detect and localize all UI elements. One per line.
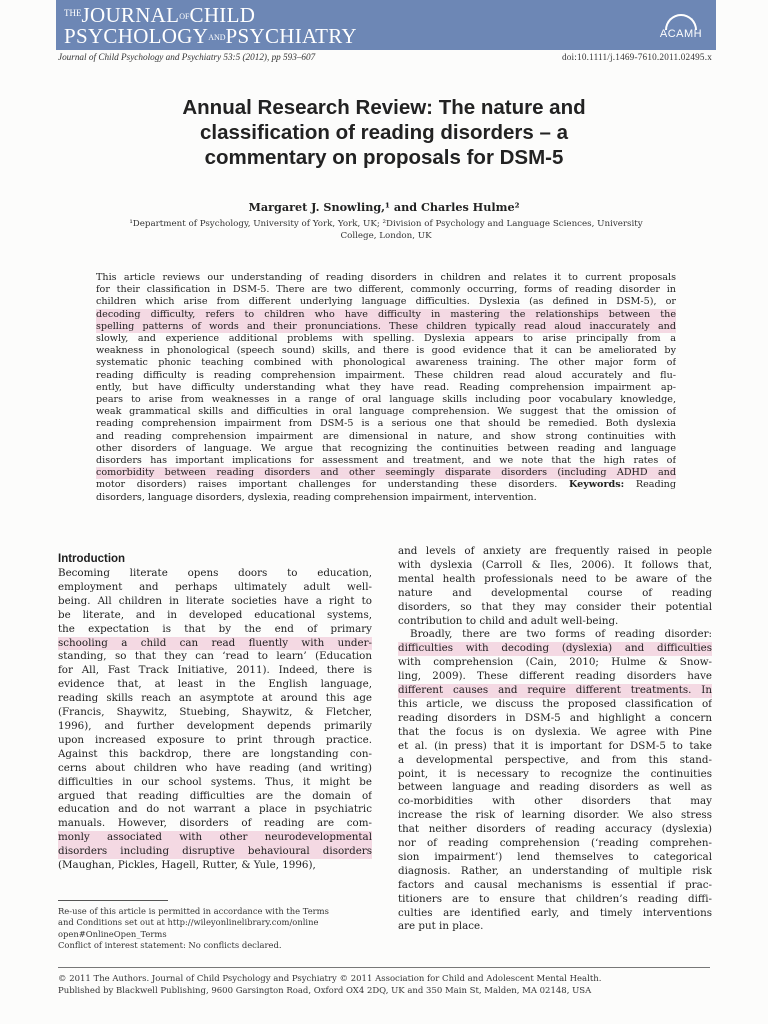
body-line: be literate, and in developed educational systems, xyxy=(58,608,372,621)
body-line: nature and developmental course of reading xyxy=(398,586,712,599)
abstract-line: spelling patterns of words and their pronunciations. These children typically read aloud inaccurately and xyxy=(96,320,676,332)
body-line: et al. (in press) that it is important for DSM-5 to take xyxy=(398,739,712,752)
abstract xyxy=(96,272,676,504)
section-heading-introduction: Introduction xyxy=(58,553,126,565)
copyright: © 2011 The Authors. Journal of Child Psychology and Psychiatry © 2011 Association for Child and Adolescent Mental Health. Published by Blackwell Publishing, 9600 Garsington Road, Oxford OX4 2DQ, UK and 350 Main St, Malden, MA 02148, USA xyxy=(58,974,602,996)
body-line: and levels of anxiety are frequently raised in people xyxy=(398,545,712,557)
body-line: Broadly, there are two forms of reading disorder: xyxy=(410,628,712,641)
body-line: standing, so that they can ‘read to learn’ (Education xyxy=(58,650,372,663)
abstract-line: slowly, and experience additional problems with spelling. Dyslexia appears to arise principally from a xyxy=(96,333,676,345)
abstract-line: disorders, language disorders, dyslexia, reading comprehension impairment, intervention. xyxy=(96,491,537,503)
footnote-link[interactable]: open#OnlineOpen_Terms xyxy=(58,928,167,939)
abstract-line: This article reviews our understanding of reading disorders in children and relates it to current proposals xyxy=(96,272,676,283)
doi: doi:10.1111/j.1469-7610.2011.02495.x xyxy=(561,52,712,62)
conflict-statement: Conflict of interest statement: No conflicts declared. xyxy=(58,940,282,951)
abstract-line: weak grammatical skills and difficulties in oral language comprehension. We suggest that the omission of xyxy=(96,406,676,418)
body-line: disorders, so that they may consider their potential xyxy=(398,600,712,613)
body-line: cerns about children who have reading (and writing) xyxy=(58,761,372,774)
body-line: disorders including disruptive behavioural disorders xyxy=(58,845,372,858)
body-line: reading disorders in DSM-5 and highlight a concern xyxy=(398,711,712,724)
abstract-line: for their classification in DSM-5. There are two different, commonly occurring, forms of reading disorder in xyxy=(96,284,676,296)
body-line: that the focus is on dyslexia. We agree with Pine xyxy=(398,725,712,738)
abstract-line: reading difficulty is reading comprehension impairment. These children read aloud accurately and flu- xyxy=(96,369,676,381)
acamh-logo: ACAMH xyxy=(654,14,708,44)
body-line: 1996), and further development depends primarily xyxy=(58,719,372,732)
journal-banner xyxy=(56,0,716,50)
body-line: Becoming literate opens doors to education, xyxy=(58,567,372,579)
abstract-line: weakness in phonological (speech sound) skills, and there is good evidence that it can be ameliorated by xyxy=(96,345,676,357)
body-line: culties are identified early, and timely interventions xyxy=(398,906,712,919)
journal-citation: Journal of Child Psychology and Psychiatry 53:5 (2012), pp 593–607 xyxy=(58,52,316,62)
left-column xyxy=(58,545,372,873)
footnote xyxy=(58,906,378,952)
body-line: difficulties in our school systems. Thus, it might be xyxy=(58,775,372,788)
abstract-line: motor disorders) raises important challenges for understanding these disorders. Keywords: Reading xyxy=(96,479,676,491)
body-line: a developmental perspective, and from this stand- xyxy=(398,753,712,766)
body-line: for All, Fast Track Initiative, 2011). Indeed, there is xyxy=(58,664,372,677)
body-line: point, it is necessary to recognize the continuities xyxy=(398,767,712,780)
abstract-line: reading comprehension impairment from DSM-5 is a serious one that should be remedied. Both dyslexia xyxy=(96,418,676,430)
body-line: between language and reading disorders as well as xyxy=(398,781,712,794)
body-line: ling, 2009). These different reading disorders have xyxy=(398,670,712,683)
abstract-line: systematic phonic teaching combined with phonological awareness training. The other major form of xyxy=(96,357,676,369)
abstract-line: children which arise from different underlying language difficulties. Dyslexia (as defined in DSM-5), or xyxy=(96,296,676,308)
body-line: difficulties with decoding (dyslexia) and difficulties xyxy=(398,642,712,655)
journal-title-line1: $^{THE}$JOURNALOFCHILD xyxy=(64,3,256,27)
body-line: with dyslexia (Carroll & Iles, 2006). It follows that, xyxy=(398,558,712,571)
body-line: reading skills reach an asymptote at around this age xyxy=(58,692,372,705)
body-line: (Francis, Shaywitz, Stuebing, Shaywitz, & Fletcher, xyxy=(58,706,372,719)
body-line: argued that reading difficulties are the domain of xyxy=(58,789,372,802)
body-line: manuals. However, disorders of reading are com- xyxy=(58,817,372,830)
body-line: mental health professionals need to be aware of the xyxy=(398,572,712,585)
footnote-line: and Conditions set out at http://wileyonlinelibrary.com/online xyxy=(58,917,319,928)
body-line: factors and causal mechanisms is essential if prac- xyxy=(398,878,712,891)
body-line: are put in place. xyxy=(398,920,484,933)
body-line: with comprehension (Cain, 2010; Hulme & Snow- xyxy=(398,656,712,669)
body-line: monly associated with other neurodevelopmental xyxy=(58,831,372,844)
abstract-line: decoding difficulty, refers to children who have difficulty in mastering the relationships between the xyxy=(96,308,676,320)
abstract-line: ently, but have difficulty understanding what they have read. Reading comprehension impairment ap- xyxy=(96,381,676,393)
affiliations: ¹Department of Psychology, University of York, York, UK; ²Division of Psychology and Language Sciences, University College, London, UK xyxy=(129,219,643,241)
bottom-rule xyxy=(58,967,710,968)
body-line: (Maughan, Pickles, Hagell, Rutter, & Yule, 1996), xyxy=(58,859,316,872)
body-line: upon increased exposure to print through practice. xyxy=(58,733,372,746)
body-line: titioners are to ensure that children’s reading diffi- xyxy=(398,892,712,905)
body-line: diagnosis. Rather, an understanding of multiple risk xyxy=(398,864,712,877)
abstract-line: and reading comprehension impairment are dimensional in nature, and show strong continuities with xyxy=(96,430,676,442)
body-line: education and do not warrant a place in psychiatric xyxy=(58,803,372,816)
body-line: being. All children in literate societies have a right to xyxy=(58,594,372,607)
body-line: the expectation is that by the end of primary xyxy=(58,622,372,635)
footnote-line: Re-use of this article is permitted in accordance with the Terms xyxy=(58,906,329,916)
body-line: Against this backdrop, there are longstanding con- xyxy=(58,747,372,760)
right-column xyxy=(398,545,712,934)
body-line: different causes and require different treatments. In xyxy=(398,684,712,697)
body-line: contribution to child and adult well-being. xyxy=(398,614,619,627)
abstract-line: pears to arise from weaknesses in a range of oral language skills including poor vocabulary knowledge, xyxy=(96,394,676,406)
journal-title-line2: PSYCHOLOGYANDPSYCHIATRY xyxy=(64,24,357,48)
abstract-line: comorbidity between reading disorders and other seemingly disparate disorders (including ADHD and xyxy=(96,467,676,479)
authors: Margaret J. Snowling,¹ and Charles Hulme² xyxy=(248,200,520,214)
body-line: evidence that, at least in the English language, xyxy=(58,678,372,691)
body-line: increase the risk of learning disorder. We also stress xyxy=(398,809,712,822)
body-line: sion impairment’) lend themselves to categorical xyxy=(398,850,712,863)
body-line: employment and perhaps ultimately adult well- xyxy=(58,580,372,593)
body-line: nor of reading comprehension (‘reading comprehen- xyxy=(398,837,712,850)
body-line: schooling a child can read fluently with under- xyxy=(58,636,372,649)
keywords-label: Keywords: xyxy=(568,479,625,491)
body-line: co-morbidities with other disorders that may xyxy=(398,795,712,808)
abstract-line: other disorders of language. We argue that recognizing the continuities between reading and language xyxy=(96,442,676,454)
body-line: that neither disorders of reading accuracy (dyslexia) xyxy=(398,823,712,836)
article-title: Annual Research Review: The nature and classification of reading disorders – a commentary on proposals for DSM-5 xyxy=(182,96,586,169)
abstract-line: disorders has important implications for assessment and treatment, and we note that the high rates of xyxy=(96,455,676,467)
body-line: this article, we discuss the proposed classification of xyxy=(398,697,712,710)
footnote-rule xyxy=(58,900,168,901)
